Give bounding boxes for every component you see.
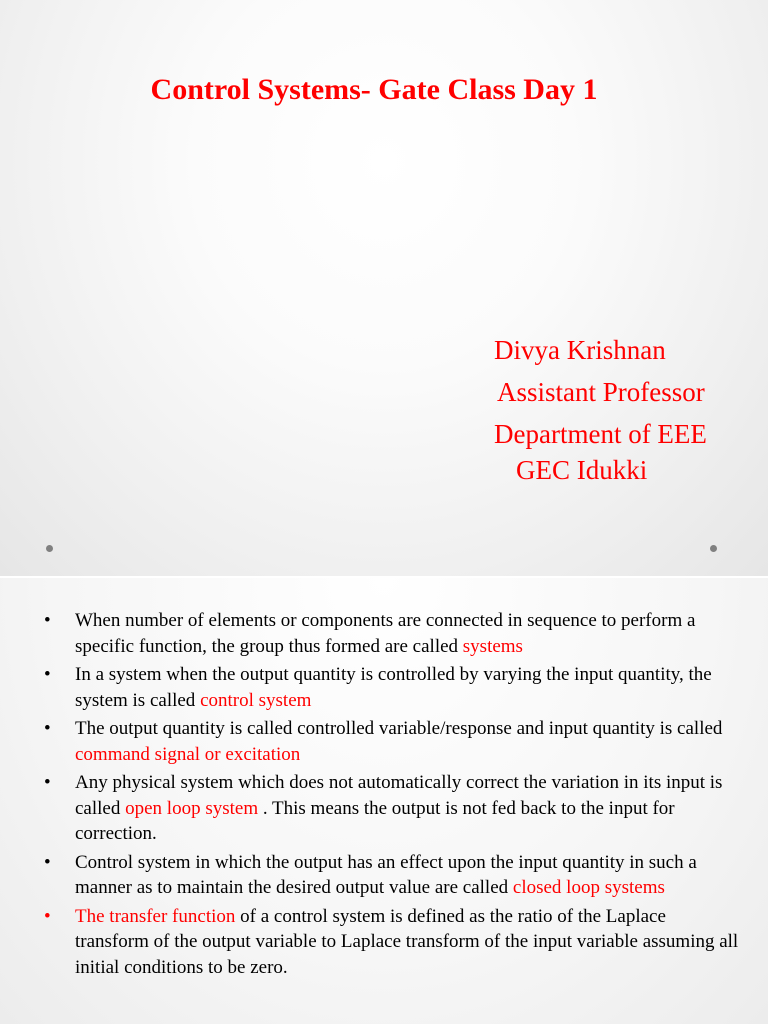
bullet-icon: • xyxy=(44,851,51,873)
list-item xyxy=(0,770,768,847)
bullet-highlight: systems xyxy=(462,635,523,657)
bullet-text-after: . This means the output is not fed back to the input for correction. xyxy=(75,797,675,844)
bullet-highlight: open loop system xyxy=(125,797,259,819)
author-institution: GEC Idukki xyxy=(516,455,648,485)
list-item xyxy=(0,904,768,981)
bullet-highlight: closed loop systems xyxy=(512,877,665,898)
bullet-icon: • xyxy=(44,664,51,685)
bullet-text: The output quantity is called controlled variable/response and input quantity is called xyxy=(75,718,723,739)
list-item xyxy=(0,850,768,901)
bullet-highlight: control system xyxy=(200,689,312,711)
content-slide xyxy=(0,578,768,1024)
slide-title: Control Systems- Gate Class Day 1 xyxy=(150,73,598,106)
bullet-icon: • xyxy=(44,718,51,739)
bullet-icon: • xyxy=(44,772,51,793)
bullet-icon: • xyxy=(44,610,51,631)
bullet-highlight: command signal or excitation xyxy=(75,743,301,765)
list-item xyxy=(0,716,768,767)
bullet-icon: • xyxy=(44,905,51,927)
author-role: Assistant Professor xyxy=(497,377,705,407)
bullet-text: In a system when the output quantity is controlled by varying the input quantity, the system is called xyxy=(75,664,712,711)
bullet-text: When number of elements or components are connected in sequence to perform a specific function, the group thus formed are called xyxy=(75,610,696,657)
author-department: Department of EEE xyxy=(494,419,707,449)
list-item xyxy=(0,608,768,659)
bullet-text: Any physical system which does not automatically correct the variation in its input is called xyxy=(75,772,723,819)
bullet-dot-icon xyxy=(46,545,53,552)
bullet-list xyxy=(0,608,768,983)
list-item xyxy=(0,662,768,713)
bullet-highlight: The transfer function xyxy=(75,905,236,927)
author-name: Divya Krishnan xyxy=(494,335,666,365)
bullet-text-after: of a control system is defined as the ratio of the Laplace transform of the output variable to Laplace transform of the input variable assuming all initial conditions to be zero. xyxy=(75,905,739,978)
bullet-dot-icon xyxy=(710,545,717,552)
bullet-text: Control system in which the output has an effect upon the input quantity in such a manner as to maintain the desired output value are called xyxy=(75,851,697,898)
